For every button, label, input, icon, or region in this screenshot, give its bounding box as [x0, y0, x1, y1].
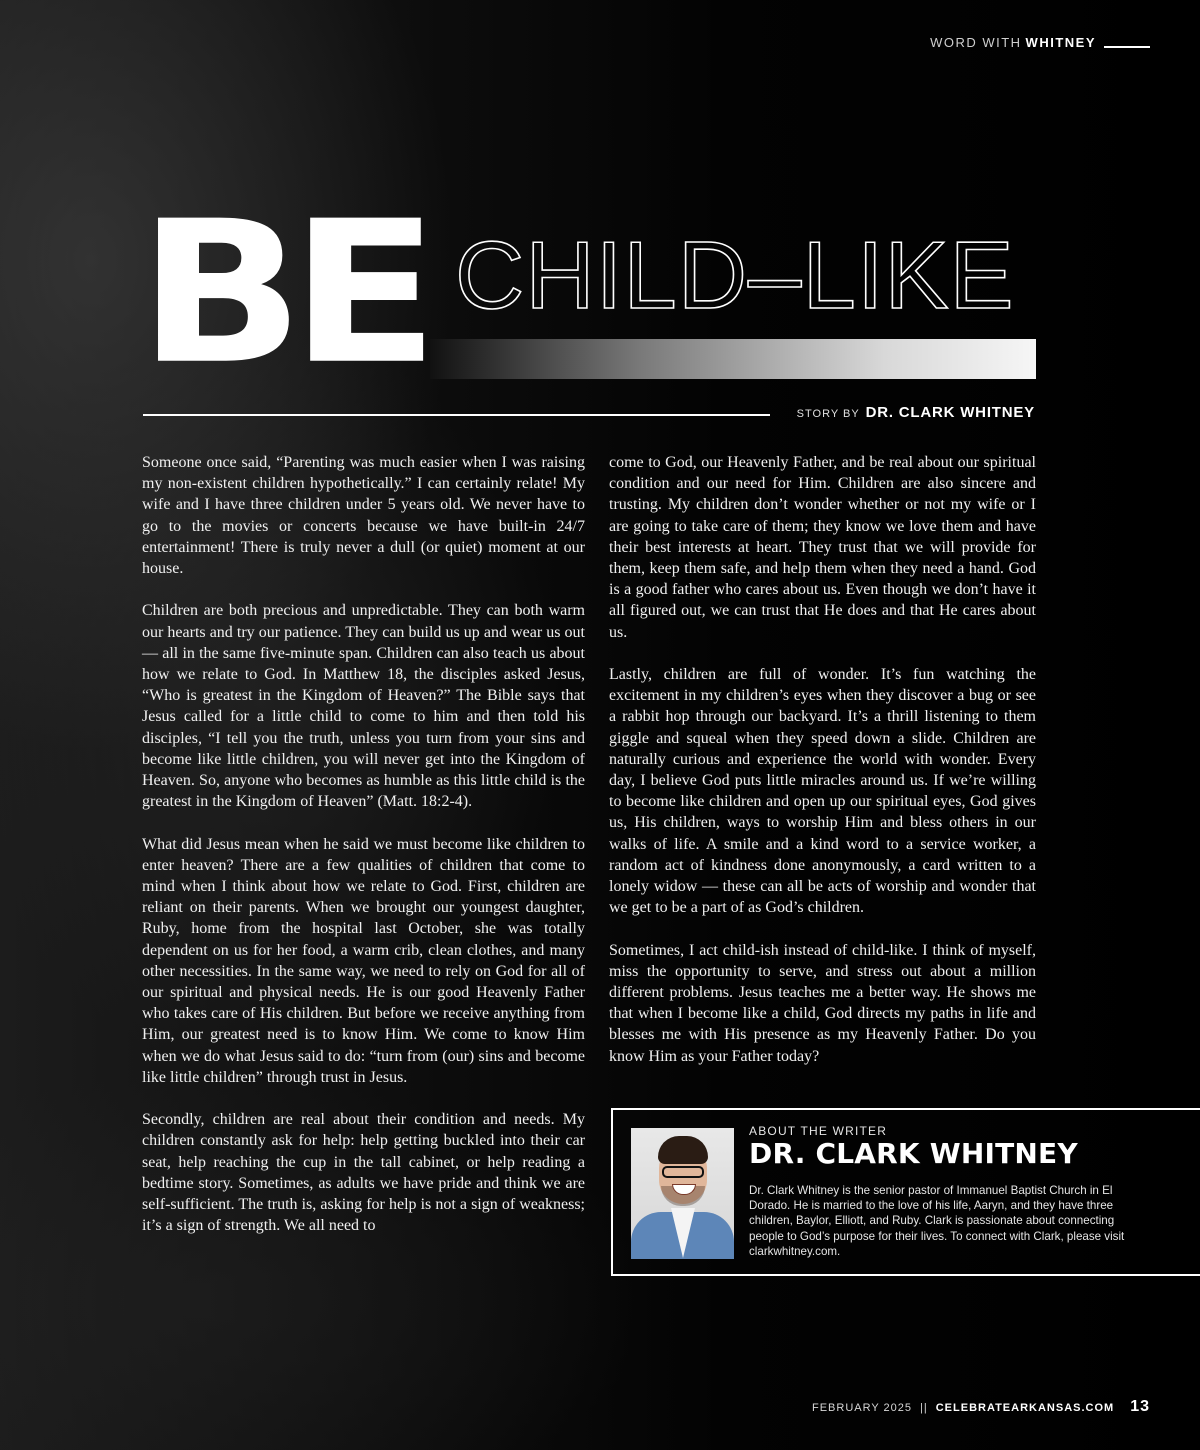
- article-paragraph: Secondly, children are real about their condition and needs. My children constantly ask for help: help getting buckled into their car seat, help reaching the cup in the tall cabinet, or help reading a bedtime story. Sometimes, as adults we have pride and think we are self-sufficient. The truth is, asking for help is not a sign of weakness; it’s a sign of strength. We all need to: [142, 1111, 585, 1235]
- article-paragraph: Sometimes, I act child-ish instead of child-like. I think of myself, miss the opportunity to serve, and stress out about a million different problems. Jesus teaches me a better way. He shows me that when I become like a child, God directs my paths in life and blesses me with His presence as my Heavenly Father. Do you know Him as your Father today?: [609, 941, 1036, 1065]
- title-child-like: CHILD–LIKE: [455, 222, 1015, 329]
- section-tag: [930, 35, 1150, 50]
- photo-glasses: [662, 1166, 704, 1178]
- about-writer-name: DR. CLARK WHITNEY: [749, 1137, 1078, 1170]
- article-paragraph: come to God, our Heavenly Father, and be real about our spiritual condition and our need for Him. Children are also sincere and trusting. My children don’t wonder whether or not my wife or I are going to take care of them; they know we love them and have their best interests at heart. They trust that we will provide for them, keep them safe, and help them when they need a hand. God is a good father who cares about us. Even though we don’t have it all figured out, we can trust that He does and that He cares about us.: [609, 454, 1036, 641]
- about-eyebrow: ABOUT THE WRITER: [749, 1124, 888, 1138]
- article-paragraph: Someone once said, “Parenting was much easier when I was raising my non-existent children hypothetically.” I can certainly relate! My wife and I have three children under 5 years old. We never have to go to the movies or concerts because we have built-in 24/7 entertainment! There is truly never a dull (or quiet) moment at our house.: [142, 454, 585, 578]
- article-column-left: [142, 452, 585, 1258]
- footer-date: FEBRUARY 2025: [811, 1402, 913, 1414]
- footer-site: CELEBRATEARKANSAS.COM: [935, 1402, 1115, 1414]
- writer-photo: [631, 1128, 734, 1259]
- byline-prefix: STORY BY: [796, 408, 860, 420]
- section-tag-rule: [1104, 46, 1150, 48]
- title-be: BE: [138, 179, 426, 408]
- byline: [797, 404, 1035, 421]
- byline-rule: [143, 414, 770, 416]
- article-paragraph: What did Jesus mean when he said we must become like children to enter heaven? There are a few qualities of children that come to mind when I think about how we relate to God. First, children are reliant on their parents. When we brought our youngest daughter, Ruby, home from the hospital last October, she was totally dependent on us for her food, a warm crib, clean clothes, and many other necessities. In the same way, we need to rely on God for all of our spiritual and physical needs. He is our good Heavenly Father who takes care of His children. But before we receive anything from Him, our greatest need is to know Him. We come to know Him when we do what Jesus said to do: “turn from (our) sins and become like little children” through trust in Jesus.: [142, 835, 585, 1086]
- section-tag-light: WORD WITH: [930, 35, 1022, 50]
- article-paragraph: Lastly, children are full of wonder. It’s fun watching the excitement in my children’s eyes when they discover a bug or see a rabbit hop through our backyard. It’s a thrill listening to them giggle and squeal when they speed down a slide. Children are naturally curious and experience the world with wonder. Every day, I believe God puts little miracles around us. If we’re willing to become like children and open up our spiritual eyes, God gives us, His children, ways to worship Him and bless others in our walks of life. A smile and a kind word to a service worker, a random act of kindness done anonymously, a card written to a lonely widow — these can all be acts of worship and wonder that we get to be a part of as God’s children.: [609, 666, 1036, 917]
- title-gradient-bar: [430, 339, 1036, 379]
- photo-hair: [658, 1136, 708, 1164]
- about-writer-bio: Dr. Clark Whitney is the senior pastor of Immanuel Baptist Church in El Dorado. He is married to the love of his life, Aaryn, and they have three children, Baylor, Elliott, and Ruby. Clark is passionate about connecting people to God’s purpose for their lives. To connect with Clark, please visit clarkwhitney.com.: [749, 1184, 1125, 1258]
- section-tag-bold: WHITNEY: [1025, 35, 1096, 50]
- page-footer: [812, 1398, 1150, 1416]
- article-paragraph: Children are both precious and unpredictable. They can both warm our hearts and try our patience. They can build us up and wear us out — all in the same five-minute span. Children can also teach us about how we relate to God. In Matthew 18, the disciples asked Jesus, “Who is greatest in the Kingdom of Heaven?” The Bible says that Jesus called for a little child to come to him and then told his disciples, “I tell you the truth, unless you turn from your sins and become like little children, you will never get into the Kingdom of Heaven. So, anyone who becomes as humble as this little child is the greatest in the Kingdom of Heaven” (Matt. 18:2-4).: [142, 602, 585, 811]
- article-column-right: [609, 452, 1036, 1088]
- about-the-writer-box: [611, 1108, 1200, 1276]
- footer-separator: ||: [920, 1402, 928, 1414]
- page-number: 13: [1130, 1398, 1150, 1415]
- byline-author: DR. CLARK WHITNEY: [865, 404, 1035, 421]
